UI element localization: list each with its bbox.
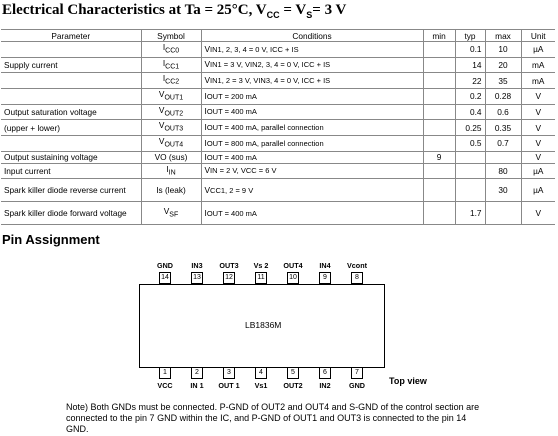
title-cc-subscript: CC	[266, 10, 280, 20]
unit-cell: V	[535, 91, 542, 102]
table-header-cell: min	[423, 30, 455, 42]
pin-number-box: 2	[191, 367, 203, 379]
symbol-cell: $V_{SF}$	[141, 202, 201, 225]
param-cell: Spark killer diode reverse current	[1, 179, 141, 202]
pin-number-box: 1	[159, 367, 171, 379]
param-cell	[1, 42, 141, 58]
title-s-subscript: S	[306, 10, 313, 20]
max-cell: 10	[485, 42, 521, 58]
param-cell: Input current	[1, 163, 141, 179]
max-cell	[485, 151, 521, 163]
table-row	[1, 135, 555, 151]
param-cell: Supply current	[1, 57, 141, 73]
table-header-cell: Symbol	[141, 30, 201, 42]
min-cell	[423, 42, 455, 58]
pin-label: IN4	[319, 261, 331, 270]
typ-cell: 0.5	[455, 135, 485, 151]
pin-label: IN3	[191, 261, 203, 270]
table-row	[1, 120, 555, 136]
pin-number-box: 8	[351, 272, 363, 284]
max-cell: 0.28	[485, 88, 521, 104]
table-row	[1, 202, 555, 225]
typ-cell	[455, 179, 485, 202]
table-row	[1, 104, 555, 120]
max-cell	[485, 202, 521, 225]
pin-label: OUT 1	[218, 381, 240, 390]
param-cell	[1, 135, 141, 151]
pin-label: OUT3	[219, 261, 239, 270]
unit-cell: V	[535, 138, 542, 149]
conditions-cell: VCC1, 2 = 9 V	[201, 179, 423, 202]
table-header-cell: Parameter	[1, 30, 141, 42]
symbol-cell: $I_{CC1}$	[141, 57, 201, 73]
typ-cell: 14	[455, 57, 485, 73]
table-row	[1, 57, 555, 73]
conditions-cell: VIN1, 2 = 3 V, VIN3, 4 = 0 V, ICC + IS	[201, 73, 423, 89]
unit-cell: V	[535, 122, 542, 133]
table-row	[1, 73, 555, 89]
min-cell	[423, 57, 455, 73]
conditions-cell: IOUT = 200 mA	[201, 88, 423, 104]
conditions-cell: VIN1 = 3 V, VIN2, 3, 4 = 0 V, ICC + IS	[201, 57, 423, 73]
typ-cell: 0.1	[455, 42, 485, 58]
table-header-cell: typ	[455, 30, 485, 42]
param-cell: (upper + lower)	[1, 120, 141, 136]
pin-label: GND	[349, 381, 365, 390]
symbol-cell: $I_{CC2}$	[141, 73, 201, 89]
min-cell	[423, 88, 455, 104]
pin-label: Vs 2	[253, 261, 269, 270]
typ-cell: 0.2	[455, 88, 485, 104]
pin-label: VCC	[157, 381, 173, 390]
conditions-cell: VIN = 2 V, VCC = 6 V	[201, 163, 423, 179]
pin-label: IN 1	[190, 381, 204, 390]
title-main: Electrical Characteristics at Ta = 25°C, V	[2, 2, 267, 18]
max-cell: 0.6	[485, 104, 521, 120]
pin-label: Vcont	[347, 261, 367, 270]
conditions-cell: IOUT = 400 mA	[201, 104, 423, 120]
title-mid: = V	[279, 2, 307, 18]
title-tail: = 3 V	[312, 2, 347, 18]
symbol-cell: $V_{OUT2}$	[141, 104, 201, 120]
pin-label: OUT2	[283, 381, 303, 390]
min-cell	[423, 135, 455, 151]
pin-number-box: 5	[287, 367, 299, 379]
max-cell: 20	[485, 57, 521, 73]
symbol-cell: $V_{OUT4}$	[141, 135, 201, 151]
unit-cell: V	[535, 208, 542, 219]
unit-cell: µA	[533, 44, 544, 55]
page-title	[2, 2, 346, 20]
pin-number-box: 4	[255, 367, 267, 379]
table-row	[1, 163, 555, 179]
pin-label: Vs1	[254, 381, 268, 390]
min-cell	[423, 163, 455, 179]
table-header-row	[1, 30, 555, 42]
pin-number-box: 3	[223, 367, 235, 379]
conditions-cell: IOUT = 400 mA	[201, 202, 423, 225]
table-row	[1, 42, 555, 58]
symbol-cell: $I_{IN}$	[141, 163, 201, 179]
electrical-characteristics-table	[1, 29, 555, 225]
conditions-cell: IOUT = 800 mA, parallel connection	[201, 135, 423, 151]
max-cell: 30	[485, 179, 521, 202]
min-cell	[423, 104, 455, 120]
pin-number-box: 7	[351, 367, 363, 379]
pin-number-box: 11	[255, 272, 267, 284]
table-row	[1, 88, 555, 104]
note-text: Note) Both GNDs must be connected. P-GND of OUT2 and OUT4 and S-GND of the control section are connected to the pin 7 GND within the IC, and P-GND of OUT1 and OUT3 is connected to the pin 14 GND.	[66, 402, 480, 434]
table-header-cell: max	[485, 30, 521, 42]
min-cell	[423, 73, 455, 89]
unit-cell: mA	[532, 59, 545, 70]
max-cell: 0.7	[485, 135, 521, 151]
max-cell: 0.35	[485, 120, 521, 136]
unit-cell: V	[535, 106, 542, 117]
unit-cell: µA	[533, 165, 544, 176]
symbol-cell: $V_{OUT3}$	[141, 120, 201, 136]
param-cell	[1, 88, 141, 104]
unit-cell: mA	[532, 75, 545, 86]
symbol-cell: $I_{CC0}$	[141, 42, 201, 58]
pin-label: OUT4	[283, 261, 303, 270]
pin-label: IN2	[319, 381, 331, 390]
param-cell: Output saturation voltage	[1, 104, 141, 120]
pin-number-box: 9	[319, 272, 331, 284]
pin-label: GND	[157, 261, 173, 270]
table-header-cell: Conditions	[201, 30, 423, 42]
chip-label: LB1836M	[245, 320, 282, 330]
pin-number-box: 6	[319, 367, 331, 379]
typ-cell: 22	[455, 73, 485, 89]
top-view-label: Top view	[389, 376, 427, 386]
param-cell	[1, 73, 141, 89]
pin-number-box: 12	[223, 272, 235, 284]
min-cell	[423, 120, 455, 136]
pin-number-box: 14	[159, 272, 171, 284]
max-cell: 80	[485, 163, 521, 179]
table-header-cell: Unit	[530, 30, 546, 41]
min-cell	[423, 202, 455, 225]
max-cell: 35	[485, 73, 521, 89]
typ-cell: 0.25	[455, 120, 485, 136]
min-cell: 9	[423, 151, 455, 163]
typ-cell: 1.7	[455, 202, 485, 225]
table-row	[1, 151, 555, 163]
unit-cell: µA	[533, 185, 544, 196]
conditions-cell: VIN1, 2, 3, 4 = 0 V, ICC + IS	[201, 42, 423, 58]
symbol-cell: VO (sus)	[141, 151, 201, 163]
param-cell: Spark killer diode forward voltage	[1, 202, 141, 225]
conditions-cell: IOUT = 400 mA	[201, 151, 423, 163]
pin-number-box: 10	[287, 272, 299, 284]
symbol-cell: Is (leak)	[141, 179, 201, 202]
min-cell	[423, 179, 455, 202]
typ-cell	[455, 151, 485, 163]
pin-number-box: 13	[191, 272, 203, 284]
symbol-cell: $V_{OUT1}$	[141, 88, 201, 104]
unit-cell: V	[535, 152, 542, 163]
pin-assignment-title: Pin Assignment	[2, 232, 100, 247]
table-row	[1, 179, 555, 202]
param-cell: Output sustaining voltage	[1, 151, 141, 163]
conditions-cell: IOUT = 400 mA, parallel connection	[201, 120, 423, 136]
typ-cell	[455, 163, 485, 179]
typ-cell: 0.4	[455, 104, 485, 120]
